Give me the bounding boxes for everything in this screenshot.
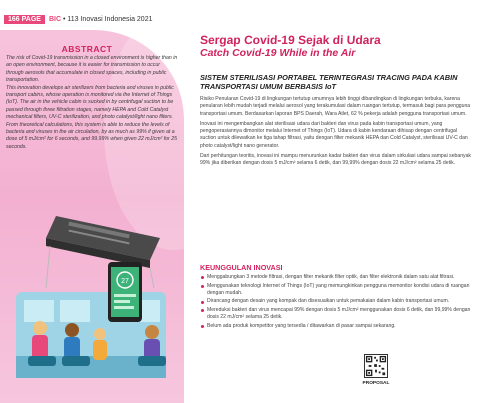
list-item: Dirancang dengan desain yang kompak dan disesuaikan untuk pemakaian dalam kabin transportasi umum. — [200, 298, 472, 305]
qr-code-icon[interactable] — [364, 354, 388, 378]
seat — [138, 356, 166, 366]
article-paragraph: Dari perhitungan teoritis, inovasi ini mampu menurunkan kadar bakteri dan virus dalam sirkulasi udara sampai sebanyak 99% jika diberikan dengan dosis 5 mJ/cm² selama 6 detik, dan 99,99% dengan dosis 22 mJ/cm² selama 25 detik. — [200, 153, 471, 167]
list-item: Menggabungkan 3 metode filtrasi, dengan filter mekanik filter optik, dan filter elektronik dalam satu alat filtrasi. — [200, 274, 472, 281]
illustration — [10, 188, 178, 384]
page-prefix: PAGE — [21, 16, 41, 23]
qr-label: PROPOSAL — [362, 381, 390, 386]
seat — [28, 356, 56, 366]
list-item: Menggunakan teknologi Internet of Things (IoT) yang memungkinkan pengguna memonitor kondisi udara di ruangan dengan mudah. — [200, 283, 472, 298]
page-number — [4, 15, 45, 24]
list-item: Mereduksi bakteri dan virus mencapai 99% dengan dosis 5 mJ/cm² menggunakan dosis 6 detik, dan 99,99% dengan dosis 22 mJ/cm² selama 25 detik. — [200, 307, 472, 322]
section-title: SISTEM STERILISASI PORTABEL TERINTEGRASI TRACING PADA KABIN TRANSPORTASI UMUM BERBASIS IoT — [200, 73, 458, 91]
abstract-paragraph: The risk of Covid-19 transmission in a closed environment is higher than in an open environment, because it is easier for transmission to occur through aerosols that accumulate in closed spaces, including in public transportation. — [6, 55, 178, 83]
sterilizer-device-icon — [46, 216, 160, 288]
book-brand: BIC — [48, 16, 62, 23]
article-subtitle: Catch Covid-19 While in the Air — [200, 47, 356, 59]
article-body — [200, 96, 472, 171]
article-paragraph: Inovasi ini mengembangkan alat sterilisasi udara dari bakteri dan virus pada kabin transportasi umum, yang pengoperasiannya dimonitor melalui Internet of Things (IoT). Udara di kabin kendaraan dihisap dengan centrifugal suction untuk dilewatkan ke tiga tahap filtrasi, yaitu dengan filter mekanik HEPA dan Cold Catalyst, sterilisasi UV-C dan photo catalyst/light nano generator. — [200, 120, 468, 149]
page-header — [4, 13, 176, 26]
cabin-window — [24, 300, 54, 322]
innovation-list — [200, 274, 472, 332]
article-title: Sergap Covid-19 Sejak di Udara — [199, 33, 382, 47]
article-paragraph: Risiko Penularan Covid-19 di lingkungan tertutup umumnya lebih tinggi dibandingkan di lingkungan terbuka, karena penularan lebih mudah terjadi melalui aerosol yang terakumulasi dalam ruangan tertutup, termasuk bagi para pengguna transportasi umum. Berdasarkan laporan BPS Daerah, Wara Atlet, 62 % pekerja adalah pengguna transportasi umum. — [200, 96, 471, 117]
cabin-window — [60, 300, 90, 322]
innovation-title: KEUNGGULAN INOVASI — [200, 263, 283, 272]
book-title — [49, 16, 153, 23]
phone-reading: 27 — [121, 278, 129, 285]
smartphone-icon — [108, 262, 142, 322]
page-number-value: 166 — [8, 16, 20, 23]
book-title-text: • 113 Inovasi Indonesia 2021 — [62, 16, 153, 23]
abstract-paragraph: This innovation develops air sterilizers from bacteria and viruses in public transport cabins, whose operation is monitored via the Internet of Things (IoT). The air in the vehicle cabin is sucked in by centrifugal suction to be passed through three filtration stages, namely HEPA and Cold Catalyst mechanical filters, UV-C sterilization, and photo catalyst/light nano filters. — [6, 84, 174, 120]
abstract-title: ABSTRACT — [61, 44, 113, 54]
seat — [62, 356, 90, 366]
list-item: Belum ada produk kompetitor yang tersedia / ditawarkan di pasar sampai sekarang. — [200, 323, 472, 330]
abstract-body — [6, 55, 178, 151]
abstract-paragraph: From theoretical calculations, this system is able to reduce the levels of bacteria and viruses in the air circulation, by as much as 99% if given at a dose of 5 mJ/cm² for 6 seconds, and 99.99% when given 22 mJ/cm² for 25 seconds. — [6, 121, 177, 150]
